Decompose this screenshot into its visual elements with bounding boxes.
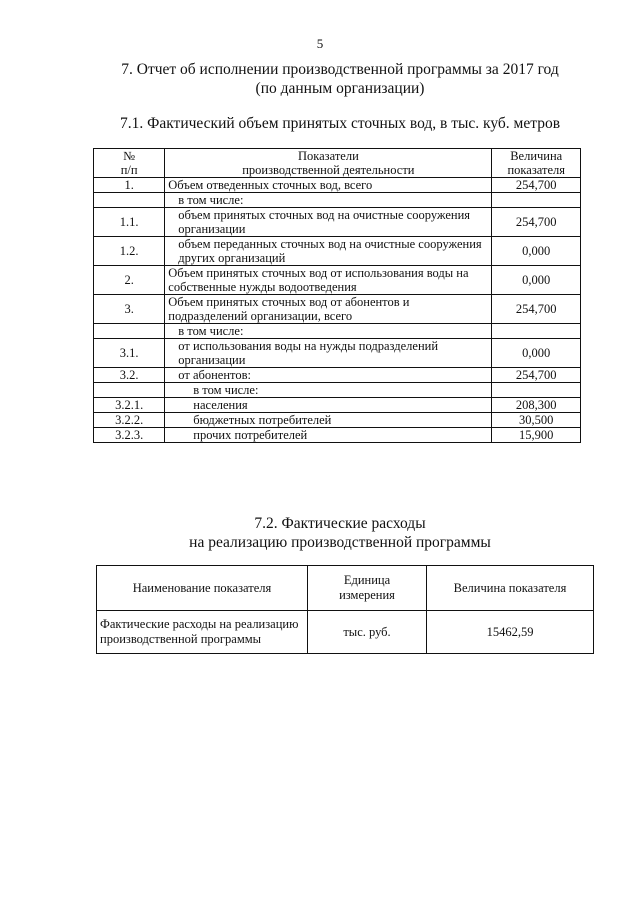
row-value: 15,900	[492, 428, 581, 443]
row-indicator: в том числе:	[165, 383, 492, 398]
wastewater-volume-table	[93, 148, 581, 443]
table-body	[94, 178, 581, 443]
row-indicator: Объем принятых сточных вод от использования воды на собственные нужды водоотведения	[165, 266, 492, 295]
row-number: 3.2.2.	[94, 413, 165, 428]
row-value: 30,500	[492, 413, 581, 428]
row-value: 0,000	[492, 339, 581, 368]
expense-value: 15462,59	[427, 611, 594, 654]
expenses-table	[96, 565, 594, 654]
header-indicator-name: Наименование показателя	[97, 566, 308, 611]
table-header-row	[94, 149, 581, 178]
page-number: 5	[316, 36, 324, 51]
row-indicator: населения	[165, 398, 492, 413]
row-number	[94, 193, 165, 208]
row-value: 254,700	[492, 178, 581, 193]
row-indicator: Объем принятых сточных вод от абонентов и подразделений организации, всего	[165, 295, 492, 324]
table-row	[94, 324, 581, 339]
row-number: 1.1.	[94, 208, 165, 237]
row-indicator: в том числе:	[165, 324, 492, 339]
row-number: 1.2.	[94, 237, 165, 266]
table-row	[94, 178, 581, 193]
row-indicator: бюджетных потребителей	[165, 413, 492, 428]
table-row	[94, 368, 581, 383]
row-value: 254,700	[492, 368, 581, 383]
expense-unit: тыс. руб.	[308, 611, 427, 654]
row-indicator: от использования воды на нужды подразделений организации	[165, 339, 492, 368]
row-indicator: объем принятых сточных вод на очистные сооружения организации	[165, 208, 492, 237]
expense-name: Фактические расходы на реализацию производственной программы	[97, 611, 308, 654]
table-row	[94, 398, 581, 413]
header-indicator: Показатели производственной деятельности	[165, 149, 492, 178]
row-number: 2.	[94, 266, 165, 295]
row-value	[492, 383, 581, 398]
table-row	[94, 193, 581, 208]
table-row	[94, 428, 581, 443]
row-value	[492, 324, 581, 339]
row-indicator: в том числе:	[165, 193, 492, 208]
row-indicator: от абонентов:	[165, 368, 492, 383]
section-7-2-title	[40, 514, 640, 552]
table-row	[94, 237, 581, 266]
table-row	[94, 208, 581, 237]
header-value: Величина показателя	[427, 566, 594, 611]
table-header-row	[97, 566, 594, 611]
section-7-2-title-line1: 7.2. Фактические расходы	[254, 515, 426, 532]
row-indicator: объем переданных сточных вод на очистные сооружения других организаций	[165, 237, 492, 266]
row-number	[94, 324, 165, 339]
row-number: 3.2.	[94, 368, 165, 383]
section-7-title-line1: 7. Отчет об исполнении производственной программы за 2017 год	[121, 61, 559, 78]
table-row	[94, 413, 581, 428]
row-number	[94, 383, 165, 398]
row-number: 3.2.3.	[94, 428, 165, 443]
row-value: 254,700	[492, 208, 581, 237]
section-7-title-line2: (по данным организации)	[255, 80, 425, 97]
row-value	[492, 193, 581, 208]
table-row	[94, 339, 581, 368]
row-value: 0,000	[492, 266, 581, 295]
row-number: 3.	[94, 295, 165, 324]
row-value: 0,000	[492, 237, 581, 266]
section-7-2-title-line2: на реализацию производственной программы	[189, 534, 491, 551]
row-indicator: прочих потребителей	[165, 428, 492, 443]
table-row	[94, 266, 581, 295]
header-value: Величина показателя	[492, 149, 581, 178]
table-row	[94, 383, 581, 398]
row-value: 208,300	[492, 398, 581, 413]
section-7-1-title: 7.1. Фактический объем принятых сточных вод, в тыс. куб. метров	[119, 115, 561, 132]
row-number: 3.2.1.	[94, 398, 165, 413]
table-row	[94, 295, 581, 324]
row-indicator: Объем отведенных сточных вод, всего	[165, 178, 492, 193]
row-number: 1.	[94, 178, 165, 193]
table-row	[97, 611, 594, 654]
row-number: 3.1.	[94, 339, 165, 368]
header-num: № п/п	[94, 149, 165, 178]
section-7-title	[60, 60, 620, 98]
header-unit: Единица измерения	[308, 566, 427, 611]
row-value: 254,700	[492, 295, 581, 324]
